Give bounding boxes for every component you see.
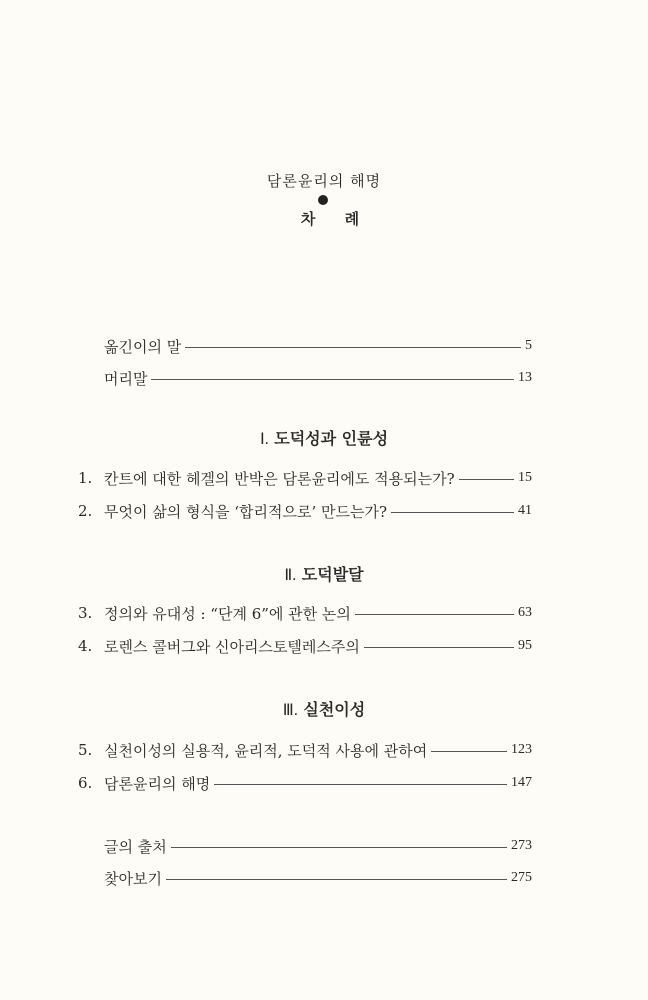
toc-entry[interactable] — [78, 602, 532, 624]
page-number: 41 — [518, 503, 532, 518]
section-heading: Ⅱ. 도덕발달 — [284, 565, 364, 584]
leader-line — [391, 512, 514, 513]
leader-line — [431, 751, 507, 752]
toc-entry[interactable] — [78, 500, 532, 522]
bullet-ornament — [318, 195, 328, 205]
chapter-number: 6. — [78, 774, 93, 792]
page-number: 275 — [511, 870, 532, 885]
page-number: 15 — [518, 470, 532, 485]
leader-line — [364, 647, 514, 648]
entry-label: 찾아보기 — [104, 869, 162, 888]
entry-label: 로렌스 콜버그와 신아리스토텔레스주의 — [104, 637, 360, 656]
leader-line — [171, 847, 507, 848]
toc-entry[interactable] — [104, 367, 532, 389]
chapter-number: 3. — [78, 604, 93, 622]
toc-heading: 차 례 — [300, 210, 372, 228]
page-number: 273 — [511, 838, 532, 853]
toc-entry[interactable] — [104, 335, 532, 357]
leader-line — [214, 784, 507, 785]
leader-line — [151, 379, 514, 380]
entry-label: 무엇이 삶의 형식을 ‘합리적으로’ 만드는가? — [104, 502, 387, 521]
leader-line — [185, 347, 521, 348]
toc-entry[interactable] — [78, 635, 532, 657]
entry-label: 옮긴이의 말 — [104, 337, 182, 356]
toc-entry[interactable] — [78, 772, 532, 794]
page-number: 123 — [511, 742, 532, 757]
page-number: 63 — [518, 605, 532, 620]
toc-entry[interactable] — [78, 467, 532, 489]
chapter-number: 5. — [78, 741, 93, 759]
leader-line — [355, 614, 514, 615]
entry-label: 담론윤리의 해명 — [104, 774, 211, 793]
page-number: 95 — [518, 638, 532, 653]
leader-line — [166, 879, 507, 880]
book-title: 담론윤리의 해명 — [266, 172, 382, 190]
entry-label: 실천이성의 실용적, 윤리적, 도덕적 사용에 관하여 — [104, 741, 428, 760]
entry-label: 글의 출처 — [104, 837, 167, 856]
entry-label: 머리말 — [104, 369, 148, 388]
entry-label: 칸트에 대한 헤겔의 반박은 담론윤리에도 적용되는가? — [104, 469, 455, 488]
chapter-number: 4. — [78, 637, 93, 655]
section-heading: Ⅰ. 도덕성과 인륜성 — [259, 429, 389, 448]
toc-entry[interactable] — [104, 835, 532, 857]
page-number: 147 — [511, 775, 532, 790]
page-number: 13 — [518, 370, 532, 385]
page-number: 5 — [525, 338, 532, 353]
entry-label: 정의와 유대성 : “단계 6”에 관한 논의 — [104, 604, 351, 623]
leader-line — [459, 479, 514, 480]
toc-entry[interactable] — [104, 867, 532, 889]
chapter-number: 2. — [78, 502, 93, 520]
chapter-number: 1. — [78, 469, 93, 487]
section-heading: Ⅲ. 실천이성 — [282, 700, 366, 719]
toc-entry[interactable] — [78, 739, 532, 761]
